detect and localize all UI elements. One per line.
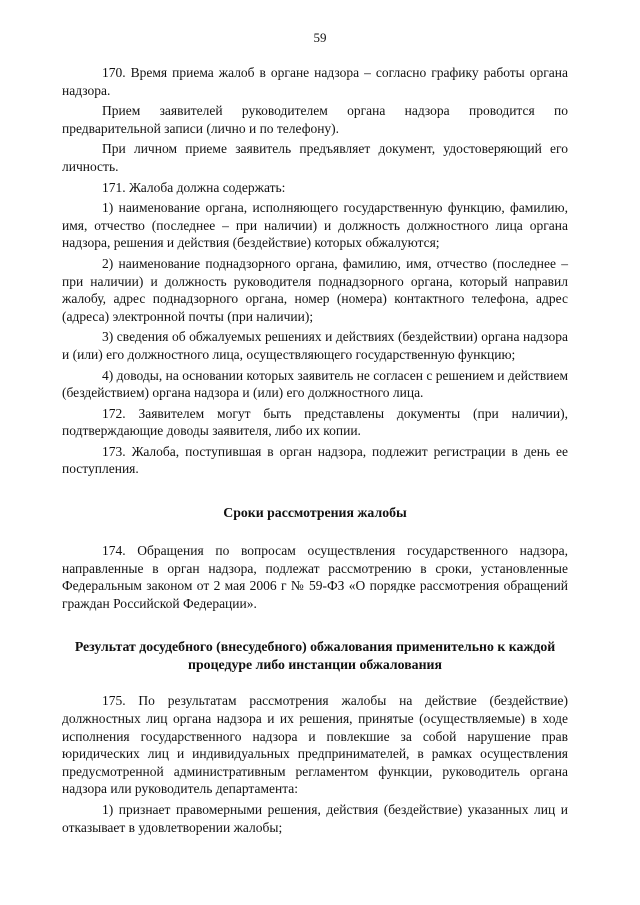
paragraph-171: 171. Жалоба должна содержать: [102, 179, 286, 195]
paragraph-reception: Прием заявителей руководителем органа надзора проводится по предварительной записи (лично и по телефону). [62, 103, 568, 136]
document-body [62, 64, 568, 836]
paragraph-170: 170. Время приема жалоб в органе надзора – согласно графику работы органа надзора. [62, 65, 568, 98]
list-item-1: 1) наименование органа, исполняющего государственную функцию, фамилию, имя, отчество (последнее – при наличии) и должность должностного лица органа надзора, решения и действия (бездействие) которых обжалуются; [62, 200, 568, 251]
paragraph-174: 174. Обращения по вопросам осуществления государственного надзора, направленные в орган надзора, подлежат рассмотрению в сроки, установленные Федеральным законом от 2 мая 2006 г № 59-ФЗ «О порядке рассмотрения обращений граждан Российской Федерации». [62, 543, 568, 611]
paragraph-172: 172. Заявителем могут быть представлены документы (при наличии), подтверждающие доводы заявителя, либо их копии. [62, 405, 568, 439]
list-item-4: 4) доводы, на основании которых заявитель не согласен с решением и действием (бездействием) органа надзора и (или) его должностного лица. [62, 367, 568, 401]
paragraph-173: 173. Жалоба, поступившая в орган надзора, подлежит регистрации в день ее поступления. [62, 443, 568, 477]
paragraph-175-item-1: 1) признает правомерными решения, действия (бездействие) указанных лиц и отказывает в удовлетворении жалобы; [62, 802, 568, 835]
list-item-3: 3) сведения об обжалуемых решениях и действиях (бездействии) органа надзора и (или) его должностного лица, осуществляющего государственную функцию; [62, 329, 568, 362]
section-heading-result: Результат досудебного (внесудебного) обжалования применительно к каждой процедуре либо инстанции обжалования [74, 639, 556, 673]
page-number: 59 [313, 30, 327, 45]
paragraph-175: 175. По результатам рассмотрения жалобы на действие (бездействие) должностных лиц органа надзора и их решения, принятые (осуществляемые) в ходе исполнения государственного надзора и повлекшие за собой нарушение прав юридических лиц и индивидуальных предпринимателей, в рамках осуществления предусмотренной административным регламентом функции, руководитель органа надзора или руководитель департамента: [62, 693, 568, 797]
paragraph-personal-reception: При личном приеме заявитель предъявляет документ, удостоверяющий его личность. [62, 141, 568, 174]
section-heading-deadlines: Сроки рассмотрения жалобы [223, 505, 407, 521]
list-item-2: 2) наименование поднадзорного органа, фамилию, имя, отчество (последнее – при наличии) и должность руководителя поднадзорного органа, который направил жалобу, адрес поднадзорного органа, номер (номера) контактного телефона, адрес (адреса) электронной почты (при наличии); [62, 255, 568, 324]
